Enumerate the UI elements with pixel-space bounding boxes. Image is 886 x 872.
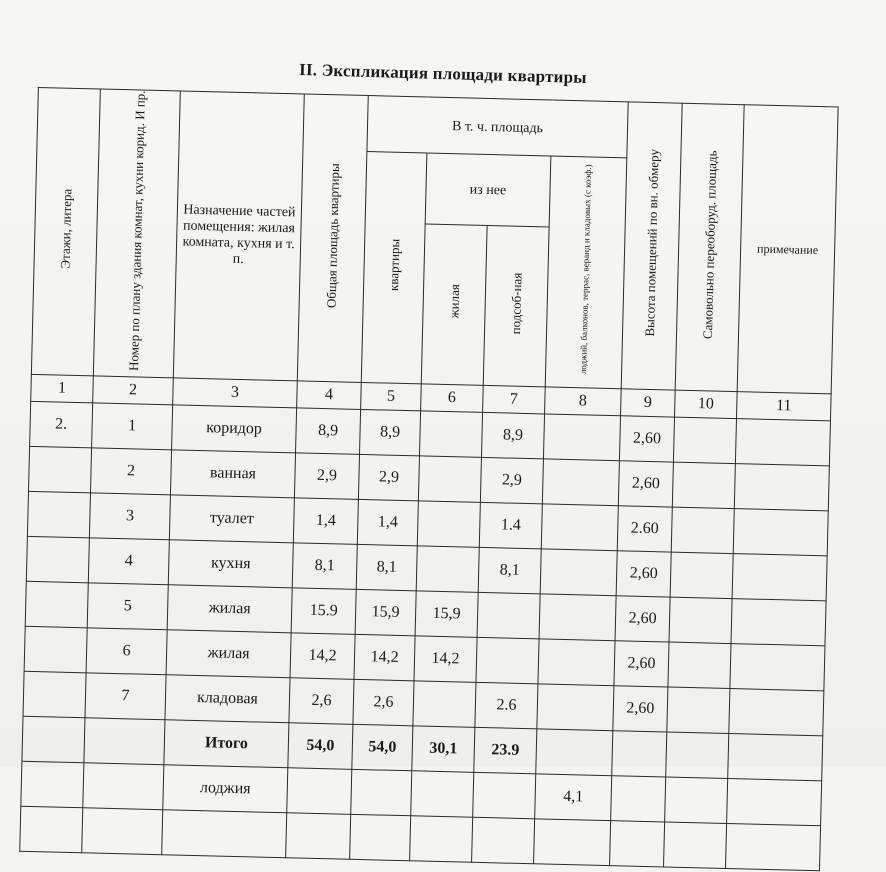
header-area-group xyxy=(367,96,628,158)
cell-aux: 8,9 xyxy=(481,412,544,459)
cell-total: 2,9 xyxy=(294,452,359,499)
cell-empty xyxy=(350,814,411,860)
header-loggia-text: лоджий, балконов, террас, веранд и кладовых (с коэф.) xyxy=(578,164,594,375)
cell-name: кухня xyxy=(168,539,293,587)
cell-name: жилая xyxy=(167,584,292,632)
cell-empty xyxy=(410,815,473,862)
cell-height: 2,60 xyxy=(619,415,674,461)
cell-height: 2,60 xyxy=(613,685,668,731)
cell-total: 14,2 xyxy=(290,632,355,679)
header-height-text: Высота помещений по вн. обмеру xyxy=(641,149,662,338)
column-number: 10 xyxy=(675,390,738,419)
cell-height xyxy=(612,730,667,776)
cell-floor xyxy=(27,491,90,538)
cell-empty xyxy=(82,807,163,854)
cell-apt: 8,1 xyxy=(356,544,417,590)
column-number: 3 xyxy=(173,377,298,407)
cell-loggia xyxy=(541,503,618,550)
cell-num: 3 xyxy=(89,492,170,539)
cell-aux: 1.4 xyxy=(479,502,542,549)
document-title: II. Экспликация площади квартиры xyxy=(298,59,588,88)
cell-floor xyxy=(24,626,87,673)
cell-num: 5 xyxy=(87,582,168,629)
header-of-which-text: из нее xyxy=(469,182,507,199)
cell-aux: 2.6 xyxy=(475,682,538,729)
cell-name: ванная xyxy=(170,449,295,497)
cell-note xyxy=(730,643,825,690)
loggia-label: лоджия xyxy=(163,764,288,812)
cell-aux: 2,9 xyxy=(480,457,543,504)
cell-num: 7 xyxy=(85,672,166,719)
explication-table xyxy=(19,87,838,871)
cell-floor: 2. xyxy=(30,401,93,448)
header-living-text: жилая xyxy=(446,284,463,320)
cell-height: 2,60 xyxy=(618,460,673,506)
cell-note xyxy=(735,418,830,465)
cell-self xyxy=(666,732,729,779)
header-plan-number-text: Номер по плану здания комнат, кухни корид. И пр. xyxy=(125,90,148,372)
cell-num xyxy=(84,717,165,764)
header-auxiliary xyxy=(483,225,549,386)
cell-living: 14,2 xyxy=(414,635,477,682)
cell-height: 2,60 xyxy=(615,595,670,641)
header-purpose xyxy=(173,91,304,380)
header-row-1 xyxy=(37,87,838,163)
cell-empty xyxy=(534,818,611,865)
cell-total: 8,1 xyxy=(292,542,357,589)
total-apartment: 54,0 xyxy=(352,724,413,770)
cell-num: 2 xyxy=(90,447,171,494)
column-number: 4 xyxy=(297,380,362,409)
cell-living: 15,9 xyxy=(415,590,478,637)
cell-note xyxy=(733,508,828,555)
cell-self xyxy=(670,552,733,599)
column-number: 9 xyxy=(621,388,676,416)
cell-loggia xyxy=(543,413,620,460)
cell-floor xyxy=(21,761,84,808)
header-note xyxy=(737,105,838,394)
header-total-area-text: Общая площадь квартиры xyxy=(323,162,343,309)
cell-height xyxy=(611,775,666,821)
cell-total xyxy=(287,767,352,814)
cell-note xyxy=(729,688,824,735)
cell-empty xyxy=(286,812,351,859)
cell-loggia xyxy=(539,593,616,640)
header-total-area xyxy=(297,94,368,382)
cell-apt: 15,9 xyxy=(355,589,416,635)
cell-floor xyxy=(25,581,88,628)
cell-living xyxy=(411,770,474,817)
total-auxiliary: 23.9 xyxy=(474,727,537,774)
cell-self xyxy=(673,417,736,464)
header-purpose-text: Назначение частей помещения: жилая комната, кухня и т. п. xyxy=(182,202,296,267)
cell-apt: 1,4 xyxy=(357,499,418,545)
cell-self xyxy=(671,507,734,554)
total-living: 30,1 xyxy=(412,725,475,772)
cell-empty xyxy=(162,809,287,857)
cell-height: 2,60 xyxy=(616,550,671,596)
cell-floor xyxy=(29,446,92,493)
cell-name: жилая xyxy=(166,629,291,677)
header-apartment xyxy=(361,152,427,384)
column-number: 7 xyxy=(483,385,546,414)
cell-aux xyxy=(477,592,540,639)
cell-floor xyxy=(26,536,89,583)
cell-empty xyxy=(472,817,535,864)
cell-total: 2,6 xyxy=(289,677,354,724)
header-self-rebuilt-text: Самовольно переоборуд. площадь xyxy=(699,150,720,340)
cell-note xyxy=(727,778,822,825)
cell-loggia xyxy=(542,458,619,505)
cell-note xyxy=(732,553,827,600)
cell-name: туалет xyxy=(169,494,294,542)
cell-num: 4 xyxy=(88,537,169,584)
cell-note xyxy=(734,463,829,510)
cell-apt: 2,6 xyxy=(353,679,414,725)
total-label: Итого xyxy=(164,719,289,767)
header-auxiliary-text: подсоб-ная xyxy=(507,272,525,335)
cell-self xyxy=(667,687,730,734)
cell-empty xyxy=(726,823,821,870)
column-number: 5 xyxy=(361,382,422,410)
cell-num: 1 xyxy=(92,402,173,449)
header-loggia xyxy=(545,156,627,388)
header-living xyxy=(421,224,487,385)
header-self-rebuilt xyxy=(675,103,744,391)
cell-floor xyxy=(23,671,86,718)
cell-height: 2.60 xyxy=(617,505,672,551)
cell-name: коридор xyxy=(172,404,297,452)
cell-loggia xyxy=(536,728,613,775)
header-of-which xyxy=(425,153,551,227)
cell-note xyxy=(728,733,823,780)
header-area-group-text: В т. ч. площадь xyxy=(451,118,544,136)
total-area: 54,0 xyxy=(288,722,353,769)
cell-self xyxy=(665,777,728,824)
cell-note xyxy=(731,598,826,645)
cell-living xyxy=(418,455,481,502)
cell-self xyxy=(668,642,731,689)
header-height xyxy=(621,102,682,390)
cell-self xyxy=(672,462,735,509)
header-floor xyxy=(31,87,100,375)
column-number: 8 xyxy=(545,386,622,415)
cell-num: 6 xyxy=(86,627,167,674)
cell-loggia xyxy=(538,638,615,685)
cell-name: кладовая xyxy=(165,674,290,722)
cell-living xyxy=(417,500,480,547)
cell-height: 2,60 xyxy=(614,640,669,686)
cell-num xyxy=(83,762,164,809)
column-number: 6 xyxy=(421,383,484,412)
header-floor-text: Этажи, литера xyxy=(57,188,75,270)
column-number: 2 xyxy=(93,375,174,404)
cell-empty xyxy=(610,820,665,866)
cell-loggia xyxy=(537,683,614,730)
cell-aux xyxy=(473,772,536,819)
header-plan-number xyxy=(93,89,180,377)
header-apartment-text: квартиры xyxy=(386,238,403,292)
cell-living xyxy=(413,680,476,727)
cell-total: 1,4 xyxy=(293,497,358,544)
cell-self xyxy=(669,597,732,644)
cell-living xyxy=(419,410,482,457)
column-number: 11 xyxy=(737,391,832,420)
cell-apt: 8,9 xyxy=(360,409,421,455)
cell-apt xyxy=(351,769,412,815)
loggia-area: 4,1 xyxy=(535,773,612,820)
column-number: 1 xyxy=(31,374,94,403)
cell-empty xyxy=(664,822,727,869)
cell-aux: 8,1 xyxy=(478,547,541,594)
cell-living xyxy=(416,545,479,592)
cell-apt: 2,9 xyxy=(358,454,419,500)
cell-total: 8,9 xyxy=(296,407,361,454)
cell-total: 15.9 xyxy=(291,587,356,634)
cell-aux xyxy=(476,637,539,684)
cell-loggia xyxy=(540,548,617,595)
cell-apt: 14,2 xyxy=(354,634,415,680)
cell-floor xyxy=(22,716,85,763)
header-note-text: примечание xyxy=(756,241,819,257)
cell-empty xyxy=(20,806,83,853)
